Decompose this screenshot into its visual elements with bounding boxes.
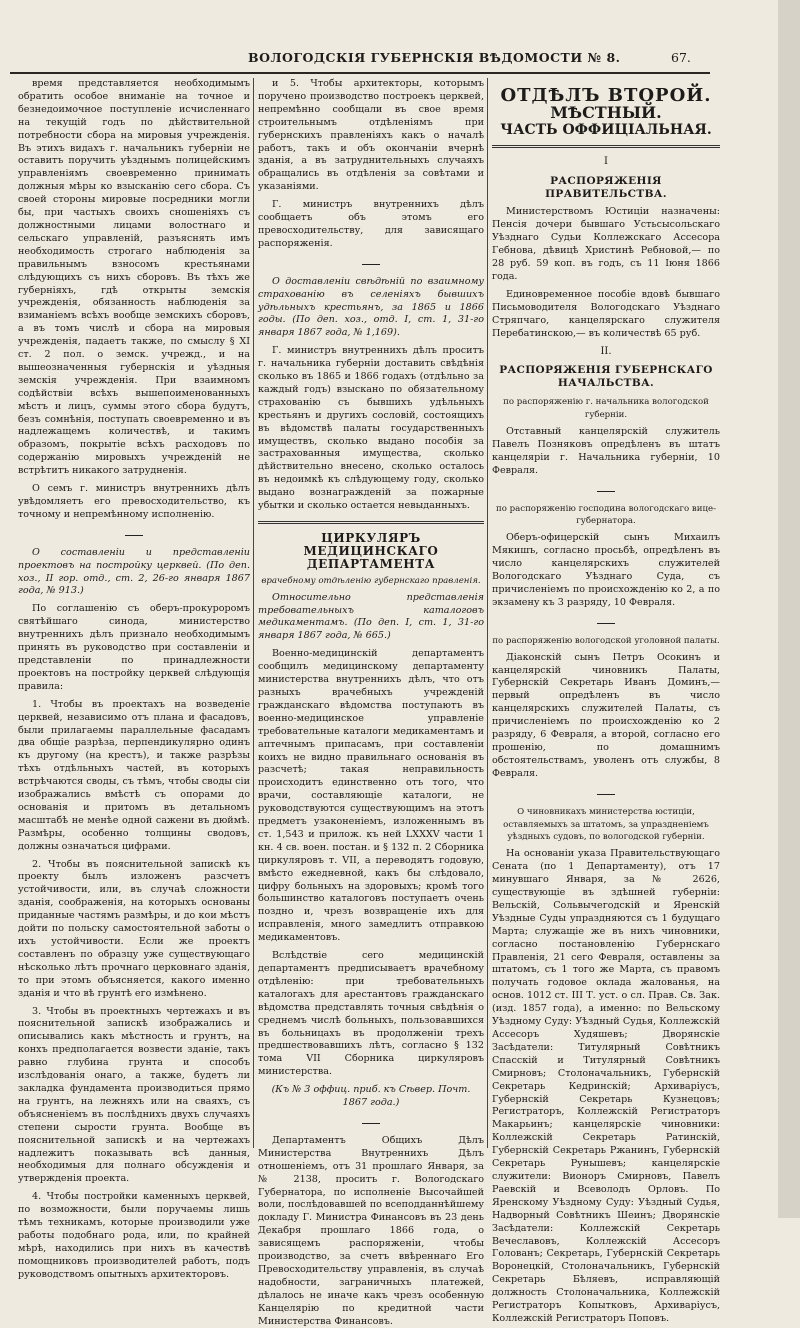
article-heading: О составленіи и представленіи проектовъ на постройку церквей. (По деп. хоз., II гор. отд., ст. 2, 26-го января 1867 года, № 913.): [18, 546, 250, 597]
paragraph: О семъ г. министръ внутреннихъ дѣлъ увѣдомляетъ его превосходительство, къ точному и непремѣнному исполненію.: [18, 483, 250, 520]
reference-note: (Къ № 3 оффиц. приб. къ Сѣвер. Почт. 1867 года.): [271, 1084, 471, 1109]
article-heading: Относительно представленія требовательныхъ каталоговъ медикаментамъ. (По деп. I, ст. 1, 31-го января 1867 года, № 665.): [258, 591, 484, 642]
paragraph: На основаніи указа Правительствующаго Сената (по 1 Департаменту), отъ 17 минувшаго Января, за № 2626, существующіе въ здѣшней губерніи: Вельскій, Сольвычегодскій и Яренскій Уѣздные Суды упраздняются съ 1 будущаго Марта; служащіе же въ нихъ чиновники, согласно постановленію Губернскаго Правленія, 21 сего Февраля, оставлены за штатомъ, съ 1 того же Марта, съ правомъ получать годовое оклада жалованья, на основ. 1012 ст. III Т. уст. о сл. Прав. Св. Зак. (изд. 1857 года), а именно: по Вельскому Уѣздному Суду: Уѣздный Судья, Коллежскій Ассесоръ Худяшевъ; Дворянскіе Засѣдатели: Титулярный Совѣтникъ Спасскій и Титулярный Совѣтникъ Смирновъ; Столоначальникъ, Губернскій Секретарь Кедринскій; Архиваріусъ, Губернскій Секретарь Кузнецовъ; Регистраторъ, Коллежскій Регистраторъ Макарьинъ; канцелярскіе чиновники: Коллежскій Секретарь Ратинскій, Губернскій Секретарь Ржанинъ, Губернскій Секретарь Рунышевъ; канцелярскіе служители: Вионоръ Смирновъ, Павелъ Раевскій и Всеволодъ Орловъ. По Яренскому Уѣздному Суду: Уѣздный Судья, Надворный Совѣтникъ Шеинъ; Дворянскіе Засѣдатели: Коллежскій Секретарь Вечеславовъ, Коллежскій Ассесоръ Голованъ; Секретарь, Губернскій Секретарь Воронецкій, Столоначальникъ, Губернскій Секретарь Бѣляевъ, исправляющій должность Столоначальника, Коллежскій Регистраторъ Копытковъ, Архиваріусъ, Коллежскій Регистраторъ Поповъ.: [492, 848, 720, 1324]
column-divider-2: [487, 78, 488, 1148]
section-part: ЧАСТЬ ОФФИЦІАЛЬНАЯ.: [500, 121, 712, 138]
separator: [258, 257, 484, 270]
separator: [492, 787, 720, 800]
paragraph: 4. Чтобы постройки каменныхъ церквей, по возможности, были поручаемы лишь тѣмъ техникамъ, которые производили уже работы подобнаго рода, или, по крайней мѣрѣ, находились при нихъ въ качествѣ помощниковъ производителей работъ, подъ руководствомъ опытныхъ архитекторовъ.: [18, 1191, 250, 1280]
paragraph: Департаментъ Общихъ Дѣлъ Министерства Внутреннихъ Дѣлъ отношеніемъ, отъ 31 прошлаго Января, за № 2138, проситъ г. Вологодскаго Губернатора, по исполненіе Высочайшей воли, послѣдовавшей по всеподданнѣйшему докладу Г. Министра Финансовъ въ 23 день Декабря прошлаго 1866 года, о зависящемъ распоряженіи, чтобы производство, за счетъ ввѣреннаго Его Превосходительству управленія, въ случаѣ надобности, заграничныхъ платежей, дѣлалось не иначе какъ чрезъ особенную Канцелярію по кредитной части Министерства Финансовъ.: [258, 1134, 484, 1327]
subsection-heading: по распоряженію вологодской уголовной палаты.: [492, 635, 720, 646]
roman-numeral: II.: [600, 345, 612, 357]
paragraph: и 5. Чтобы архитекторы, которымъ поручено производство построекъ церквей, непремѣнно сообщали въ свое время строительнымъ отдѣленіямъ при губернскихъ правленіяхъ какъ о началѣ работъ, такъ и объ окончаніи вчернѣ зданія, а въ затруднительныхъ случаяхъ обращались въ отдѣленія за совѣтами и указаніями.: [258, 78, 484, 193]
separator: [492, 616, 720, 629]
section-heading: РАСПОРЯЖЕНІЯ ПРАВИТЕЛЬСТВА.: [545, 174, 667, 200]
double-rule: [492, 145, 720, 148]
section-title: ОТДѢЛЪ ВТОРОЙ.: [500, 85, 712, 106]
paragraph: 1. Чтобы въ проектахъ на возведеніе церквей, независимо отъ плана и фасадовъ, были прилагаемы параллельные фасадамъ два общіе разрѣза, перпендикулярно одинъ къ другому (на крестъ), и также разрѣзы тѣхъ отдѣльныхъ частей, въ которыхъ встрѣчаются своды, съ тѣмъ, чтобы своды сіи изображались вмѣстѣ съ опорами до основанія и притомъ въ детальномъ масштабѣ не менѣе одной сажени въ дюймѣ. Размѣры, особенно толщины сводовъ, должны означаться цифрами.: [18, 698, 250, 852]
paragraph: Отставный канцелярскій служитель Павелъ Позняковъ опредѣленъ въ штатъ канцеляріи г. Начальника губерніи, 10 Февраля.: [492, 426, 720, 476]
double-rule: [258, 521, 484, 524]
paragraph: Оберъ-офицерскій сынъ Михаилъ Мякишъ, согласно просьбѣ, опредѣленъ въ число канцелярскихъ служителей Вологодскаго Уѣзднаго Суда, съ причисленіемъ по происхожденію ко 2, а по экзамену къ 3 разряду, 10 Февраля.: [492, 532, 720, 608]
paragraph: 2. Чтобы въ пояснительной запискѣ къ проекту былъ изложенъ разсчетъ устойчивости, или, въ случаѣ сложности зданія, соображенія, на которыхъ основаны приданные частямъ размѣры, и до кои мѣстъ дойти по польску самостоятельной заботы о ихъ устойчивости. Если же проектъ составленъ по образцу уже существующаго нѣсколько лѣтъ прочнаго церковнаго зданія, то при этомъ объясняется, какого именно зданія и что вѣ грунтѣ его измѣнено.: [18, 858, 250, 999]
section-subtitle: МѢСТНЫЙ.: [550, 102, 662, 122]
paragraph: Военно-медицинскій департаментъ сообщилъ медицинскому департаменту министерства внутреннихъ дѣлъ, что отъ разныхъ врачебныхъ учрежденій гражданскаго вѣдомства поступаютъ въ военно-медицинское управленіе требовательные каталоги медикаментамъ и аптечнымъ припасамъ, при составленіи коихъ не видно правильнаго основанія въ разсчетѣ; такая неправильность происходитъ единственно отъ того, что врачи, составляющіе каталоги, не руководствуются существующимъ на этотъ предметъ узаконеніемъ, изложеннымъ въ ст. 1,543 и прилож. къ ней LXXXV части 1 кн. 4 св. воен. постан. и § 132 п. 2 Сборника циркуляровъ т. VII, а переводятъ годовую, вмѣсто ежедневной, какъ бы слѣдовало, цифру больныхъ на здоровыхъ; кромѣ того большинство каталоговъ поступаетъ очень поздно и, чрезъ возвращеніе ихъ для исправленія, много замедлитъ отправкою медикаментовъ.: [258, 648, 484, 944]
section-heading: РАСПОРЯЖЕНІЯ ГУБЕРНСКАГО НАЧАЛЬСТВА.: [499, 364, 713, 390]
paragraph: Г. министръ внутреннихъ дѣлъ сообщаетъ объ этомъ его превосходительству, для зависящаго распоряженія.: [258, 199, 484, 249]
paragraph: Вслѣдствіе сего медицинскій департаментъ предписываетъ врачебному отдѣленію: при требовательныхъ каталогахъ для арестантовъ гражданскаго вѣдомства представлять точныя свѣдѣнія о среднемъ числѣ больныхъ, пользовавшихся въ больницахъ въ продолженіи трехъ предшествовавшихъ лѣтъ, согласно § 132 тома VII Сборника циркуляровъ министерства.: [258, 950, 484, 1078]
paragraph: Единовременное пособіе вдовѣ бывшаго Письмоводителя Вологодскаго Уѣзднаго Стряпчаго, канцелярскаго служителя Перебатинскою,— въ количествѣ 65 руб.: [492, 288, 720, 339]
separator: [18, 528, 250, 541]
separator: [492, 484, 720, 497]
circular-title: ЦИРКУЛЯРЪ МЕДИЦИНСКАГО ДЕПАРТАМЕНТА: [303, 531, 439, 571]
paragraph: время представляется необходимымъ обратить особое вниманіе на точное и безнедоимочное поступленіе исчисленнаго на текущій годъ по дѣйствительной потребности сбора на мировыя учрежденія. Въ этихъ видахъ г. начальникъ губерніи не оставитъ поручить уѣзднымъ полицейскимъ управленіямъ своевременно принимать должныя мѣры ко взысканію сего сбора. Съ своей стороны мировые посредники могли бы, при частыхъ своихъ сношеніяхъ съ должностными лицами волостнаго и сельскаго управленій, разъяснять имъ необходимость строгаго наблюденія за правильнымъ взносомъ крестьянами слѣдующихъ съ нихъ сборовъ. Въ тѣхъ же губерніяхъ, гдѣ открыты земскія учрежденія, обязанность наблюденія за взиманіемъ всѣхъ вообще земскихъ сборовъ, а въ томъ числѣ и сбора на мировыя учрежденія, падаетъ также, по смыслу § XI ст. 2 пол. о земск. учрежд., и на вышеозначенныя губернскія и уѣздныя земскія учрежденія. При взаимномъ содѣйствіи всѣхъ вышепоименованныхъ мѣстъ и лицъ, суммы этого сбора будутъ, безъ сомнѣнія, поступать своевременно и въ надлежащемъ количествѣ, и такимъ образомъ, покрытіе всѣхъ расходовъ по содержанію мировыхъ учрежденій не встрѣтитъ никакого затрудненія.: [18, 78, 250, 477]
paragraph: Министерствомъ Юстиціи назначены: Пенсія дочери бывшаго Устьсысольскаго Уѣзднаго Судьи Коллежскаго Ассесора Гебнова, дѣвицѣ Христинѣ Ребновой,— по 28 руб. 59 коп. въ годъ, съ 11 Іюня 1866 года.: [492, 206, 720, 282]
article-heading: О доставленіи свѣдѣній по взаимному страхованію въ селеніяхъ бывшихъ удѣльныхъ крестьянъ, за 1865 и 1866 годы. (По деп. хоз., отд. I, ст. 1, 31-го января 1867 года, № 1,169).: [258, 275, 484, 339]
page-number: 67.: [671, 50, 691, 65]
paragraph: 3. Чтобы въ проектныхъ чертежахъ и въ пояснительной запискѣ изображались и описывались какъ мѣстность и грунтъ, на конхъ предполагается возвести зданіе, такъ равно глубина грунта и способъ изслѣдованія онаго, а также, будетъ ли закладка фундамента производиться прямо на грунтъ, на лежняхъ или на сваяхъ, съ объясненіемъ въ послѣднихъ двухъ случаяхъ степени сырости грунта. Вообще въ пояснительной запискѣ и на чертежахъ надлежитъ показывать всѣ данныя, необходимыя для полнаго обсужденія и утвержденія проекта.: [18, 1005, 250, 1185]
subsection-heading: О чиновникахъ министерства юстиціи, оставляемыхъ за штатомъ, за упраздненіемъ уѣздныхъ судовъ, по вологодской губерніи.: [503, 806, 709, 843]
subsection-heading: по распоряженію г. начальника вологодской губерніи.: [503, 397, 709, 421]
subsection-heading: по распоряженію господина вологодскаго вице-губернатора.: [496, 503, 716, 527]
paragraph: Г. министръ внутреннихъ дѣлъ проситъ г. начальника губерніи доставить свѣдѣнія сколько въ 1865 и 1866 годахъ (отдѣльно за каждый годъ) взыскано по обязательному страхованію съ бывшихъ удѣльныхъ крестьянъ и другихъ сословій, состоящихъ въ вѣдомствѣ палаты государственныхъ имуществъ, сколько выдано пособія за застрахованныя имущества, сколько дѣйствительно внесено, сколько осталось въ недоимкѣ къ слѣдующему году, сколько выдано вознагражденій за пожарные убытки и сколько остается невыданныхъ.: [258, 345, 484, 512]
separator: [258, 1116, 484, 1129]
roman-numeral: I: [604, 155, 608, 167]
header-rule: [10, 72, 710, 74]
newspaper-title: ВОЛОГОДСКІЯ ГУБЕРНСКІЯ ВѢДОМОСТИ № 8.: [248, 50, 621, 65]
column-left: [18, 78, 250, 1280]
column-right: [492, 78, 720, 1324]
column-divider-1: [253, 78, 254, 1148]
circular-subtitle: врачебному отдѣленію губернскаго правленія.: [261, 575, 481, 586]
column-middle: [258, 78, 484, 1327]
page-header: [0, 46, 800, 70]
paragraph: По соглашенію съ оберъ-прокуроромъ святѣйшаго синода, министерство внутреннихъ дѣлъ признало необходимымъ принять въ руководство при составленіи и представленіи по принадлежности проектовъ на постройку церквей слѣдующія правила:: [18, 603, 250, 692]
page-edge: [778, 0, 800, 1218]
paragraph: Діаконскій сынъ Петръ Осокинъ и канцелярскій чиновникъ Палаты, Губернскій Секретарь Иванъ Доминъ,— первый опредѣленъ въ число канцелярскихъ служителей Палаты, съ причисленіемъ по происхожденію ко 2 разряду, 6 Февраля, а второй, согласно его прошенію, по домашнимъ обстоятельствамъ, уволенъ отъ службы, 8 Февраля.: [492, 651, 720, 779]
